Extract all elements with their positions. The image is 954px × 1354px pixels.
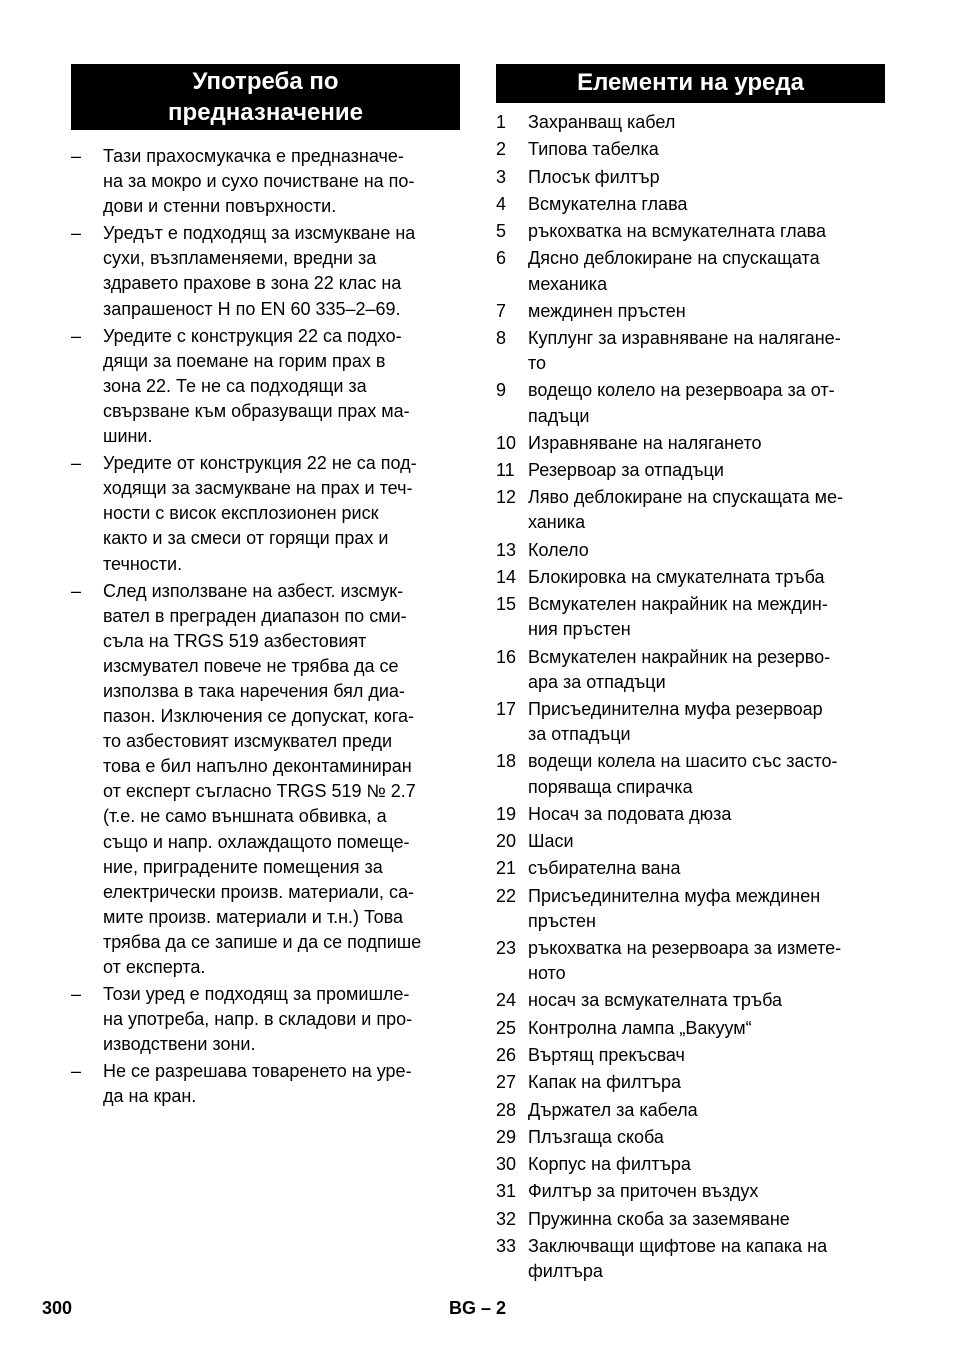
part-number: 10 [496, 432, 517, 453]
part-number: 18 [496, 751, 517, 772]
part-name: Корпус на филтъра [528, 1154, 691, 1175]
part-number: 21 [496, 858, 517, 879]
part-number: 30 [496, 1154, 517, 1175]
part-number: 28 [496, 1099, 517, 1120]
part-name: Дясно деблокиране на спускащата механика [528, 248, 820, 294]
part-name: Ляво деблокиране на спускащата ме- ханика [528, 487, 843, 533]
part-name: водещо колело на резервоара за от- падъци [528, 380, 835, 426]
part-item [496, 485, 885, 535]
part-item [496, 1016, 885, 1041]
part-item [496, 884, 885, 934]
part-number: 3 [496, 166, 507, 187]
part-name: Контролна лампа „Вакуум“ [528, 1017, 752, 1038]
intended-use-heading-text: Употреба по предназначение [168, 68, 363, 126]
intended-use-heading [71, 64, 460, 130]
part-item [496, 1098, 885, 1123]
part-number: 17 [496, 699, 517, 720]
bullet-item [71, 579, 460, 981]
part-item [496, 1043, 885, 1068]
part-number: 5 [496, 221, 507, 242]
part-item [496, 697, 885, 747]
bullet-text: Уредите от конструкция 22 не са под- ходящи за засмукване на прах и теч- ности с висок експлозионен риск както и за смеси от горящи прах и течности. [103, 453, 417, 574]
device-elements-list [496, 110, 885, 1284]
bullet-dash: – [71, 453, 82, 474]
section-label: BG – 2 [449, 1298, 507, 1318]
part-number: 8 [496, 328, 507, 349]
part-name: ръкохватка на всмукателната глава [528, 221, 827, 242]
part-name: Колело [528, 539, 589, 560]
part-item [496, 802, 885, 827]
bullet-item [71, 144, 460, 219]
part-name: Всмукателен накрайник на междин- ния пръстен [528, 594, 828, 640]
part-number: 12 [496, 487, 517, 508]
device-elements-heading [496, 64, 885, 103]
part-item [496, 1234, 885, 1284]
part-item [496, 645, 885, 695]
part-item [496, 165, 885, 190]
part-number: 29 [496, 1126, 517, 1147]
part-name: Носач за подовата дюза [528, 803, 732, 824]
bullet-dash: – [71, 325, 82, 346]
part-number: 2 [496, 139, 507, 160]
part-number: 16 [496, 646, 517, 667]
part-number: 25 [496, 1017, 517, 1038]
part-number: 22 [496, 885, 517, 906]
part-item [496, 431, 885, 456]
part-name: водещи колела на шасито със засто- поряваща спирачка [528, 751, 838, 797]
part-item [496, 592, 885, 642]
part-number: 24 [496, 990, 517, 1011]
part-item [496, 458, 885, 483]
bullet-item [71, 1059, 460, 1109]
part-item [496, 137, 885, 162]
part-item [496, 829, 885, 854]
part-number: 27 [496, 1072, 517, 1093]
part-number: 9 [496, 380, 507, 401]
part-item [496, 1152, 885, 1177]
part-item [496, 378, 885, 428]
part-item [496, 1179, 885, 1204]
part-item [496, 1207, 885, 1232]
part-item [496, 1125, 885, 1150]
bullet-dash: – [71, 223, 82, 244]
part-name: Резервоар за отпадъци [528, 460, 724, 481]
bullet-text: След използване на азбест. изсмук- вател в преграден диапазон по сми- съла на TRGS 519 азбестовият изсмувател повече не трябва да се използва в така наречения бял диа- пазон. Изключения се допускат, кога- то азбестовият изсмуквател преди това е бил напълно деконтаминиран от експерт съгласно TRGS 519 № 2.7 (т.е. не само външната обвивка, а също и напр. охлаждащото помеще- ние, приградените помещения за електрически произв. материали, са- мите произв. материали и т.н.) Това трябва да се запише и да се подпише от експерта. [103, 580, 422, 977]
left-column [71, 64, 460, 1112]
part-name: Всмукателен накрайник на резерво- ара за отпадъци [528, 646, 831, 692]
part-name: Типова табелка [528, 139, 659, 160]
part-number: 6 [496, 248, 507, 269]
part-item [496, 1070, 885, 1095]
part-item [496, 538, 885, 563]
part-name: ръкохватка на резервоара за измете- ното [528, 938, 842, 984]
bullet-text: Тази прахосмукачка е предназначе- на за мокро и сухо почистване на по- дови и стенни повърхности. [103, 146, 415, 217]
part-number: 14 [496, 567, 517, 588]
part-name: Държател за кабела [528, 1099, 698, 1120]
part-name: носач за всмукателната тръба [528, 990, 783, 1011]
bullet-text: Този уред е подходящ за промишле- на употреба, напр. в складови и про- изводствени зони. [103, 984, 413, 1055]
bullet-item [71, 982, 460, 1057]
part-number: 13 [496, 539, 517, 560]
part-name: Шаси [528, 831, 574, 852]
part-item [496, 856, 885, 881]
part-name: събирателна вана [528, 858, 681, 879]
part-name: Пружинна скоба за заземяване [528, 1208, 790, 1229]
right-column [496, 64, 885, 1286]
part-number: 31 [496, 1181, 517, 1202]
bullet-dash: – [71, 1061, 82, 1082]
part-number: 32 [496, 1208, 517, 1229]
bullet-dash: – [71, 984, 82, 1005]
part-item [496, 110, 885, 135]
part-item [496, 749, 885, 799]
part-name: Филтър за приточен въздух [528, 1181, 759, 1202]
device-elements-heading-text: Елементи на уреда [577, 69, 804, 96]
part-item [496, 936, 885, 986]
part-number: 1 [496, 112, 507, 132]
part-name: Плъзгаща скоба [528, 1126, 664, 1147]
part-name: Всмукателна глава [528, 193, 688, 214]
part-item [496, 192, 885, 217]
intended-use-list [71, 144, 460, 1110]
part-item [496, 326, 885, 376]
part-name: Заключващи щифтове на капака на филтъра [528, 1235, 828, 1282]
bullet-dash: – [71, 580, 82, 601]
part-number: 15 [496, 594, 517, 615]
part-number: 19 [496, 803, 517, 824]
part-item [496, 299, 885, 324]
part-item [496, 219, 885, 244]
part-name: Блокировка на смукателната тръба [528, 567, 825, 588]
bullet-item [71, 451, 460, 576]
bullet-text: Уредът е подходящ за изсмукване на сухи, възпламеняеми, вредни за здравето прахове в зона 22 клас на запрашеност Н по EN 60 335–2–69. [103, 223, 416, 319]
part-item [496, 565, 885, 590]
bullet-text: Уредите с конструкция 22 са подхо- дящи за поемане на горим прах в зона 22. Те не са подходящи за свързване към образуващи прах ма- шини. [103, 325, 410, 447]
bullet-text: Не се разрешава товаренето на уре- да на кран. [103, 1061, 412, 1107]
part-name: Плосък филтър [528, 166, 660, 187]
part-number: 20 [496, 831, 517, 852]
part-number: 4 [496, 193, 507, 214]
part-name: Капак на филтъра [528, 1072, 681, 1093]
part-name: Присъединителна муфа резервоар за отпадъци [528, 699, 823, 745]
part-name: Въртящ прекъсвач [528, 1044, 685, 1065]
part-name: Изравняване на налягането [528, 432, 762, 453]
page-number: 300 [42, 1298, 73, 1318]
part-number: 11 [496, 460, 515, 481]
part-name: Куплунг за изравняване на налягане- то [528, 328, 841, 374]
part-name: междинен пръстен [528, 300, 686, 321]
part-number: 26 [496, 1044, 517, 1065]
part-number: 33 [496, 1235, 517, 1256]
part-item [496, 246, 885, 296]
part-number: 23 [496, 938, 517, 959]
part-item [496, 988, 885, 1013]
bullet-item [71, 324, 460, 449]
part-name: Присъединителна муфа междинен пръстен [528, 885, 821, 931]
part-name: Захранващ кабел [528, 112, 676, 132]
bullet-item [71, 221, 460, 321]
part-number: 7 [496, 300, 507, 321]
bullet-dash: – [71, 146, 82, 166]
